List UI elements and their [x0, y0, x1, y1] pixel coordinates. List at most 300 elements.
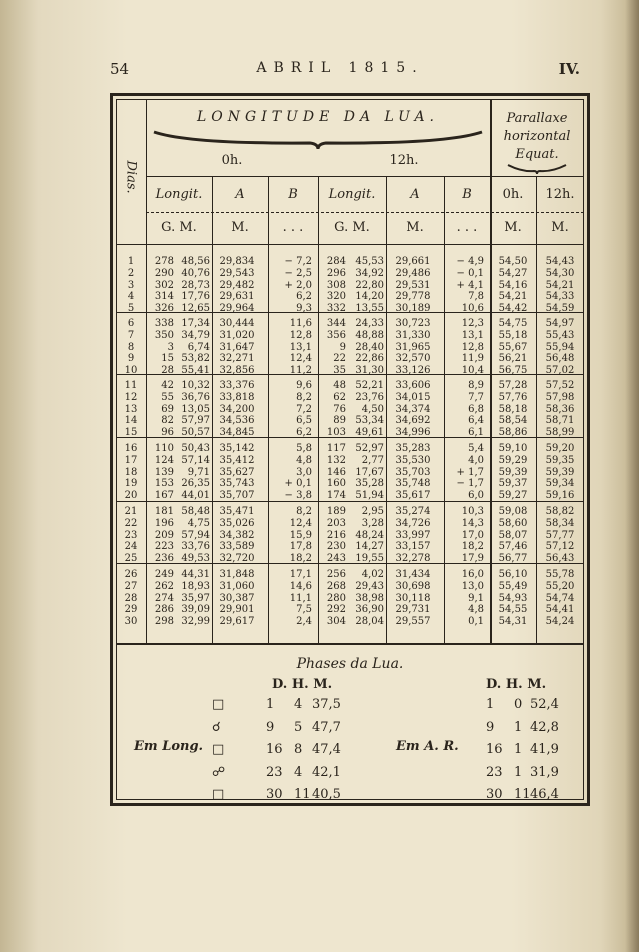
cell-lon0-g: 167: [154, 490, 174, 502]
phase-right-hour: 11: [514, 787, 531, 802]
cell-lon12-g: 48: [333, 380, 346, 391]
cell-p0: 56,77: [498, 553, 528, 565]
phase-left-minute: 42,1: [312, 764, 341, 780]
column-lon0-g: [146, 318, 174, 377]
column-a12: [386, 569, 440, 628]
cell-lon0-m: 17,76: [181, 291, 210, 303]
column-lon12-g: [318, 506, 346, 565]
cell-p0: 54,93: [498, 592, 528, 604]
cell-lon0-g: 262: [154, 580, 174, 592]
cell-p12: 59,16: [545, 490, 575, 502]
column-b0: [270, 506, 312, 565]
days-label: Dias.: [123, 160, 139, 194]
cell-lon12-g: 189: [326, 506, 346, 517]
cell-lon0-m: 26,35: [181, 478, 210, 490]
cell-lon12-m: 22,86: [355, 353, 384, 365]
cell-a12: 29,531: [395, 279, 431, 291]
cell-lon12-g: 268: [326, 580, 346, 592]
cell-p12: 54,33: [545, 291, 575, 303]
cell-lon0-m: 57,94: [181, 529, 210, 541]
cell-days: 23: [124, 529, 138, 541]
volume-number: IV.: [558, 60, 580, 78]
column-lon12-m: [348, 506, 384, 565]
cell-days: 9: [127, 353, 135, 365]
cell-lon12-m: 4,02: [361, 569, 384, 580]
cell-p0: 54,42: [498, 303, 528, 315]
phase-row: [116, 787, 584, 809]
cell-lon0-m: 10,32: [181, 380, 210, 391]
cell-days: 20: [124, 490, 138, 502]
cell-lon0-g: 3: [167, 341, 174, 353]
cell-b0: 4,8: [296, 454, 312, 466]
column-a12: [386, 506, 440, 565]
cell-b0: 7,2: [296, 403, 312, 415]
cell-p12: 55,94: [545, 341, 575, 353]
column-p12: [538, 256, 582, 315]
cell-lon0-g: 110: [154, 443, 174, 454]
cell-lon12-m: 2,77: [361, 454, 384, 466]
cell-b0: 9,6: [296, 380, 312, 391]
cell-p0: 54,75: [498, 318, 528, 329]
cell-lon0-g: 326: [154, 303, 174, 315]
cell-lon12-g: 304: [326, 616, 346, 628]
cell-lon12-g: 146: [326, 466, 346, 478]
cell-days: 5: [127, 303, 135, 315]
cell-p0: 59,37: [498, 478, 528, 490]
cell-a12: 34,374: [395, 403, 431, 415]
cell-lon0-m: 34,79: [181, 329, 210, 341]
cell-p0: 54,50: [498, 256, 528, 267]
column-p0: [492, 443, 534, 502]
hour-12-label: 12h.: [389, 153, 419, 168]
cell-lon0-m: 57,14: [181, 454, 210, 466]
cell-lon12-m: 36,90: [355, 604, 384, 616]
cell-days: 18: [124, 466, 138, 478]
cell-p0: 59,29: [498, 454, 528, 466]
cell-days: 21: [124, 506, 138, 517]
cell-lon12-m: 17,67: [355, 466, 384, 478]
cell-days: 25: [124, 553, 138, 565]
cell-p0: 59,27: [498, 490, 528, 502]
cell-b12: + 4,1: [456, 279, 484, 291]
cell-b0: 11,6: [289, 318, 312, 329]
cell-lon12-m: 13,55: [355, 303, 384, 315]
phase-right-minute: 42,8: [530, 719, 559, 735]
cell-lon12-g: 216: [326, 529, 346, 541]
cell-p12: 59,20: [545, 443, 575, 454]
parallax-title-3: Equat.: [515, 147, 559, 162]
unit-header-gm-0: G. M.: [161, 220, 197, 235]
col-header-b-12: B: [462, 187, 472, 202]
cell-days: 14: [124, 415, 138, 427]
cell-lon0-g: 223: [154, 541, 174, 553]
column-a0: [212, 569, 262, 628]
cell-lon12-g: 256: [326, 569, 346, 580]
cell-a0: 35,412: [219, 454, 255, 466]
unit-header-parallax-12: M.: [551, 220, 569, 235]
cell-b0: 9,3: [296, 303, 312, 315]
brace-decoration: [150, 128, 486, 150]
cell-lon12-m: 31,30: [355, 365, 384, 377]
cell-a0: 35,026: [219, 517, 255, 529]
cell-a12: 35,283: [395, 443, 431, 454]
column-b0: [270, 256, 312, 315]
cell-b12: 10,6: [461, 303, 484, 315]
cell-lon12-m: 52,97: [355, 443, 384, 454]
cell-a0: 35,471: [219, 506, 255, 517]
cell-p12: 54,24: [545, 616, 575, 628]
cell-p0: 59,08: [498, 506, 528, 517]
cell-lon12-g: 76: [333, 403, 346, 415]
cell-b0: 11,1: [289, 592, 312, 604]
column-p12: [538, 569, 582, 628]
column-b12: [446, 318, 484, 377]
phase-right-day: 16: [486, 742, 503, 757]
cell-b12: 17,9: [461, 553, 484, 565]
cell-a0: 35,707: [219, 490, 255, 502]
cell-b0: 12,4: [289, 353, 312, 365]
cell-p0: 54,27: [498, 267, 528, 279]
column-days: [118, 506, 144, 565]
cell-lon12-g: 320: [326, 291, 346, 303]
cell-b12: 4,8: [468, 604, 484, 616]
cell-lon12-m: 14,20: [355, 291, 384, 303]
cell-b0: 8,2: [296, 506, 312, 517]
cell-a12: 29,486: [395, 267, 431, 279]
unit-header-dots-0: . . .: [282, 220, 304, 235]
column-p0: [492, 569, 534, 628]
phase-right-minute: 31,9: [530, 764, 559, 780]
cell-p0: 58,86: [498, 427, 528, 439]
cell-b12: 13,1: [461, 329, 484, 341]
column-b0: [270, 443, 312, 502]
phase-row: [116, 697, 584, 719]
column-b0: [270, 569, 312, 628]
cell-days: 16: [124, 443, 138, 454]
cell-p0: 59,10: [498, 443, 528, 454]
cell-days: 17: [124, 454, 138, 466]
column-days: [118, 318, 144, 377]
cell-a12: 35,530: [395, 454, 431, 466]
column-p0: [492, 256, 534, 315]
cell-lon0-g: 249: [154, 569, 174, 580]
cell-a12: 35,703: [395, 466, 431, 478]
cell-b12: 10,3: [461, 506, 484, 517]
cell-b0: 6,2: [296, 291, 312, 303]
cell-b0: 5,8: [296, 443, 312, 454]
cell-a0: 32,856: [219, 365, 255, 377]
cell-b0: 17,8: [289, 541, 312, 553]
cell-lon12-g: 332: [326, 303, 346, 315]
column-lon12-g: [318, 318, 346, 377]
cell-a0: 30,387: [219, 592, 255, 604]
parallax-brace: [506, 163, 568, 175]
cell-p12: 54,43: [545, 256, 575, 267]
cell-b0: − 3,8: [284, 490, 312, 502]
cell-lon0-m: 9,71: [187, 466, 210, 478]
cell-a12: 33,997: [395, 529, 431, 541]
cell-a0: 30,444: [219, 318, 255, 329]
cell-b12: 17,0: [461, 529, 484, 541]
phase-left-minute: 37,5: [312, 697, 341, 712]
cell-p0: 56,21: [498, 353, 528, 365]
cell-lon0-g: 236: [154, 553, 174, 565]
cell-days: 15: [124, 427, 138, 439]
unit-header-m-12: M.: [406, 220, 424, 235]
cell-a0: 29,543: [219, 267, 255, 279]
cell-lon12-m: 19,55: [355, 553, 384, 565]
cell-p12: 58,99: [545, 427, 575, 439]
main-title: LONGITUDE DA LUA.: [196, 109, 439, 125]
column-p12: [538, 380, 582, 439]
cell-lon0-m: 13,05: [181, 403, 210, 415]
cell-p12: 59,39: [545, 466, 575, 478]
phase-left-day: 23: [266, 764, 283, 780]
cell-a0: 35,743: [219, 478, 255, 490]
cell-lon12-m: 45,53: [355, 256, 384, 267]
cell-a0: 31,060: [219, 580, 255, 592]
phase-left-day: 30: [266, 787, 283, 802]
page-edge-shadow: [625, 0, 639, 952]
cell-lon0-m: 28,73: [181, 279, 210, 291]
phase-left-minute: 40,5: [312, 787, 341, 802]
column-p12: [538, 443, 582, 502]
cell-b0: 7,5: [296, 604, 312, 616]
cell-lon0-m: 32,99: [181, 616, 210, 628]
cell-p12: 54,30: [545, 267, 575, 279]
cell-lon0-m: 48,56: [181, 256, 210, 267]
cell-lon12-g: 174: [326, 490, 346, 502]
phase-left-minute: 47,4: [312, 742, 341, 757]
column-lon0-m: [176, 443, 210, 502]
cell-p12: 59,34: [545, 478, 575, 490]
cell-a0: 29,901: [219, 604, 255, 616]
cell-lon0-m: 58,48: [181, 506, 210, 517]
cell-a12: 30,118: [395, 592, 431, 604]
cell-b0: 13,1: [289, 341, 312, 353]
cell-days: 26: [124, 569, 138, 580]
column-lon12-g: [318, 569, 346, 628]
cell-a12: 33,126: [395, 365, 431, 377]
cell-b12: 6,8: [468, 403, 484, 415]
col-rule-4: [444, 176, 445, 643]
cell-b12: 5,4: [468, 443, 484, 454]
cell-b12: − 1,7: [456, 478, 484, 490]
cell-a12: 35,274: [395, 506, 431, 517]
cell-lon0-g: 338: [154, 318, 174, 329]
cell-days: 4: [127, 291, 135, 303]
cell-a12: 29,557: [395, 616, 431, 628]
column-a12: [386, 380, 440, 439]
cell-lon12-m: 34,92: [355, 267, 384, 279]
cell-days: 10: [124, 365, 138, 377]
cell-lon0-g: 28: [161, 365, 174, 377]
cell-p12: 58,34: [545, 517, 575, 529]
cell-a0: 29,834: [219, 256, 255, 267]
cell-a0: 34,845: [219, 427, 255, 439]
cell-a0: 31,020: [219, 329, 255, 341]
phases-header-left: D. H. M.: [272, 677, 333, 692]
cell-days: 27: [124, 580, 138, 592]
cell-p0: 58,60: [498, 517, 528, 529]
cell-lon0-m: 33,76: [181, 541, 210, 553]
cell-lon12-g: 117: [326, 443, 346, 454]
cell-p12: 54,97: [545, 318, 575, 329]
col-header-parallax-0: 0h.: [502, 187, 524, 202]
phase-right-minute: 52,4: [530, 697, 559, 712]
phase-left-hour: 4: [294, 764, 303, 780]
cell-lon12-m: 53,34: [355, 415, 384, 427]
cell-a12: 29,731: [395, 604, 431, 616]
column-days: [118, 569, 144, 628]
column-p12: [538, 318, 582, 377]
column-lon12-m: [348, 443, 384, 502]
cell-lon12-g: 284: [326, 256, 346, 267]
header-rule-1: [146, 176, 584, 177]
column-a12: [386, 318, 440, 377]
cell-b0: 12,4: [289, 517, 312, 529]
cell-a0: 32,271: [219, 353, 255, 365]
cell-lon0-g: 302: [154, 279, 174, 291]
cell-p12: 55,20: [545, 580, 575, 592]
cell-lon0-m: 44,01: [181, 490, 210, 502]
cell-p0: 57,28: [498, 380, 528, 391]
running-head: [100, 60, 580, 82]
cell-a0: 33,818: [219, 391, 255, 403]
column-a0: [212, 256, 262, 315]
cell-days: 2: [127, 267, 135, 279]
cell-lon0-m: 57,97: [181, 415, 210, 427]
cell-a12: 34,726: [395, 517, 431, 529]
unit-header-m-0: M.: [231, 220, 249, 235]
cell-p0: 54,55: [498, 604, 528, 616]
cell-b12: 4,0: [468, 454, 484, 466]
cell-b12: 11,9: [461, 353, 484, 365]
running-title: ABRIL 1815.: [256, 60, 424, 76]
phase-row: [116, 739, 584, 764]
cell-days: 29: [124, 604, 138, 616]
cell-lon0-m: 40,76: [181, 267, 210, 279]
cell-p0: 58,54: [498, 415, 528, 427]
cell-b12: − 0,1: [456, 267, 484, 279]
cell-days: 28: [124, 592, 138, 604]
cell-p12: 58,36: [545, 403, 575, 415]
column-lon12-g: [318, 256, 346, 315]
header-rule-2: [146, 212, 584, 213]
cell-b0: 14,6: [289, 580, 312, 592]
parallax-title-2: horizontal: [503, 129, 571, 144]
cell-lon0-m: 36,76: [181, 391, 210, 403]
cell-a0: 29,482: [219, 279, 255, 291]
cell-b12: 8,9: [468, 380, 484, 391]
cell-days: 24: [124, 541, 138, 553]
cell-lon12-g: 203: [326, 517, 346, 529]
cell-days: 22: [124, 517, 138, 529]
cell-lon0-m: 17,34: [181, 318, 210, 329]
column-lon0-g: [146, 506, 174, 565]
cell-p12: 58,71: [545, 415, 575, 427]
cell-a12: 34,692: [395, 415, 431, 427]
cell-a12: 30,723: [395, 318, 431, 329]
phase-left-hour: 8: [294, 742, 303, 757]
column-b0: [270, 380, 312, 439]
cell-lon0-g: 124: [154, 454, 174, 466]
column-a12: [386, 256, 440, 315]
phase-left-minute: 47,7: [312, 719, 341, 735]
cell-days: 6: [127, 318, 135, 329]
col-header-a-0: A: [235, 187, 245, 202]
column-days: [118, 443, 144, 502]
cell-b0: 11,2: [289, 365, 312, 377]
cell-b12: 18,2: [461, 541, 484, 553]
cell-b0: + 2,0: [284, 279, 312, 291]
cell-days: 19: [124, 478, 138, 490]
cell-lon12-g: 160: [326, 478, 346, 490]
column-lon0-m: [176, 256, 210, 315]
cell-lon0-g: 181: [154, 506, 174, 517]
cell-b0: 15,9: [289, 529, 312, 541]
column-lon12-m: [348, 380, 384, 439]
cell-b12: 12,8: [461, 341, 484, 353]
cell-lon12-g: 296: [326, 267, 346, 279]
cell-lon0-m: 53,82: [181, 353, 210, 365]
phase-row: [116, 765, 584, 787]
phase-left-day: 9: [266, 719, 275, 735]
column-p0: [492, 506, 534, 565]
unit-header-gm-12: G. M.: [334, 220, 370, 235]
hour-0-label: 0h.: [221, 153, 243, 168]
cell-b0: − 2,5: [284, 267, 312, 279]
cell-a0: 29,617: [219, 616, 255, 628]
cell-a12: 33,606: [395, 380, 431, 391]
cell-p12: 56,48: [545, 353, 575, 365]
phase-row: [116, 720, 584, 742]
phase-left-hour: 5: [294, 719, 303, 735]
cell-a12: 31,434: [395, 569, 431, 580]
column-days: [118, 380, 144, 439]
cell-p12: 59,35: [545, 454, 575, 466]
cell-days: 11: [124, 380, 138, 391]
column-p0: [492, 380, 534, 439]
cell-a12: 29,778: [395, 291, 431, 303]
phase-right-minute: 41,9: [530, 742, 559, 757]
cell-b12: 6,0: [468, 490, 484, 502]
cell-a12: 34,996: [395, 427, 431, 439]
cell-lon12-g: 292: [326, 604, 346, 616]
cell-lon12-g: 89: [333, 415, 346, 427]
column-b12: [446, 380, 484, 439]
cell-p12: 56,43: [545, 553, 575, 565]
cell-lon12-m: 48,24: [355, 529, 384, 541]
column-lon0-m: [176, 380, 210, 439]
column-lon12-g: [318, 380, 346, 439]
column-b0: [270, 318, 312, 377]
column-lon0-g: [146, 256, 174, 315]
cell-lon0-m: 49,53: [181, 553, 210, 565]
cell-lon0-g: 196: [154, 517, 174, 529]
cell-a0: 34,382: [219, 529, 255, 541]
cell-lon0-g: 298: [154, 616, 174, 628]
cell-lon0-g: 350: [154, 329, 174, 341]
cell-days: 8: [127, 341, 135, 353]
phases-label-right: Em A. R.: [396, 739, 459, 754]
column-b12: [446, 569, 484, 628]
cell-b12: 9,1: [468, 592, 484, 604]
cell-p0: 55,49: [498, 580, 528, 592]
cell-b12: 14,3: [461, 517, 484, 529]
column-lon0-m: [176, 569, 210, 628]
cell-p12: 57,02: [545, 365, 575, 377]
